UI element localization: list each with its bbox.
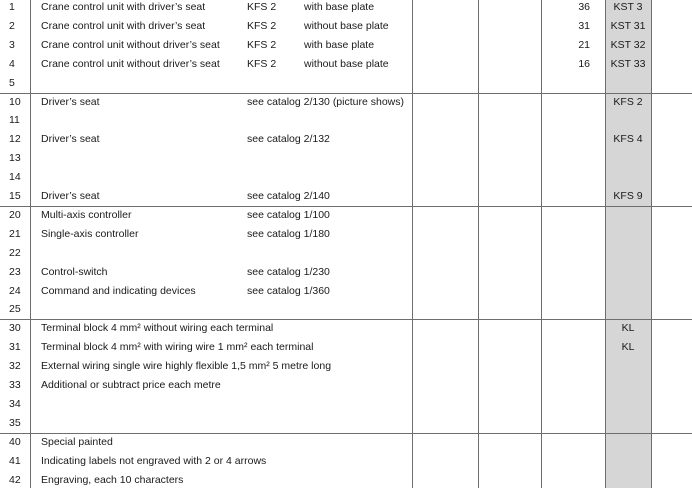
item-description: Special painted: [41, 435, 113, 448]
item-description: Crane control unit with driver’s seat: [41, 19, 206, 32]
item-type: see catalog 1/360: [247, 284, 330, 297]
item-description: Driver’s seat: [41, 95, 100, 108]
table-row: [0, 0, 692, 19]
item-description: Indicating labels not engraved with 2 or 4 arrows: [41, 454, 267, 467]
row-number: 40: [9, 435, 21, 448]
row-number: 5: [9, 76, 15, 89]
table-row: [0, 246, 692, 265]
item-code: KL: [621, 341, 635, 354]
table-row: [0, 76, 692, 95]
row-number: 13: [9, 152, 21, 165]
table-row: [0, 57, 692, 76]
item-code: KFS 4: [613, 133, 643, 146]
table-row: [0, 151, 692, 170]
item-type: KFS 2: [247, 19, 277, 32]
item-type: see catalog 2/140: [247, 190, 330, 202]
item-description: Driver’s seat: [41, 133, 100, 146]
table-row: [0, 473, 692, 492]
item-type: see catalog 1/180: [247, 227, 330, 240]
item-type: see catalog 2/130 (picture shows): [247, 95, 405, 108]
item-code: KST 32: [610, 38, 646, 51]
item-description: Driver’s seat: [41, 190, 100, 202]
table-row: [0, 435, 692, 454]
table-row: [0, 113, 692, 132]
item-code: KFS 9: [613, 190, 643, 202]
table-row: [0, 454, 692, 473]
table-row: [0, 265, 692, 284]
item-code: KFS 2: [613, 95, 643, 108]
item-type: see catalog 1/100: [247, 208, 330, 221]
table-row: [0, 340, 692, 359]
item-code: KST 31: [610, 19, 646, 32]
table-row: [0, 208, 692, 227]
item-type: KFS 2: [247, 57, 277, 70]
row-number: 4: [9, 57, 15, 70]
group-separator: [0, 206, 692, 207]
row-number: 34: [9, 397, 21, 410]
row-number: 11: [9, 114, 20, 127]
table-row: [0, 227, 692, 246]
item-code: KST 33: [610, 57, 646, 70]
table-row: [0, 397, 692, 416]
item-description: Terminal block 4 mm² with wiring wire 1 mm² each terminal: [41, 341, 314, 354]
row-number: 31: [9, 341, 21, 354]
item-description: Command and indicating devices: [41, 284, 196, 297]
row-number: 30: [9, 322, 21, 335]
row-number: 15: [9, 190, 21, 202]
item-type: see catalog 1/230: [247, 265, 330, 278]
item-quantity: 31: [578, 19, 590, 32]
table-row: [0, 416, 692, 435]
group-separator: [0, 93, 692, 94]
item-type: KFS 2: [247, 1, 277, 13]
row-number: 2: [9, 19, 15, 32]
item-quantity: 21: [578, 38, 590, 51]
table-row: [0, 359, 692, 378]
item-description: Crane control unit without driver’s seat: [41, 57, 220, 70]
row-number: 3: [9, 38, 15, 51]
item-option: without base plate: [304, 57, 389, 70]
item-description: Multi-axis controller: [41, 208, 132, 221]
item-description: Additional or subtract price each metre: [41, 379, 221, 391]
row-number: 20: [9, 208, 21, 221]
row-number: 12: [9, 133, 21, 146]
table-row: [0, 132, 692, 151]
row-number: 21: [9, 227, 21, 240]
row-number: 24: [9, 284, 21, 297]
table-row: [0, 321, 692, 340]
item-description: Single-axis controller: [41, 227, 139, 240]
row-number: 25: [9, 303, 21, 316]
item-option: with base plate: [304, 38, 375, 51]
item-description: Crane control unit without driver’s seat: [41, 38, 220, 51]
item-description: Terminal block 4 mm² without wiring each terminal: [41, 322, 274, 335]
table-row: [0, 170, 692, 189]
item-option: without base plate: [304, 19, 389, 32]
row-number: 22: [9, 246, 21, 259]
item-description: Engraving, each 10 characters: [41, 473, 184, 486]
row-number: 33: [9, 379, 21, 391]
table-row: [0, 38, 692, 57]
item-description: Control-switch: [41, 265, 108, 278]
table-row: [0, 95, 692, 114]
row-number: 10: [9, 95, 21, 108]
item-code: KST 3: [613, 1, 643, 13]
table-row: [0, 19, 692, 38]
row-number: 23: [9, 265, 21, 278]
row-number: 41: [9, 454, 21, 467]
item-code: KL: [621, 322, 635, 335]
item-type: see catalog 2/132: [247, 133, 330, 146]
item-type: KFS 2: [247, 38, 277, 51]
item-description: External wiring single wire highly flexible 1,5 mm² 5 metre long: [41, 360, 332, 373]
row-number: 35: [9, 416, 21, 429]
group-separator: [0, 319, 692, 320]
group-separator: [0, 433, 692, 434]
item-quantity: 36: [578, 1, 590, 13]
item-quantity: 16: [578, 57, 590, 70]
table-row: [0, 378, 692, 397]
item-option: with base plate: [304, 1, 375, 13]
row-number: 1: [9, 1, 15, 13]
row-number: 42: [9, 473, 21, 486]
table-row: [0, 284, 692, 303]
item-description: Crane control unit with driver’s seat: [41, 1, 206, 13]
row-number: 14: [9, 171, 21, 184]
row-number: 32: [9, 360, 21, 373]
